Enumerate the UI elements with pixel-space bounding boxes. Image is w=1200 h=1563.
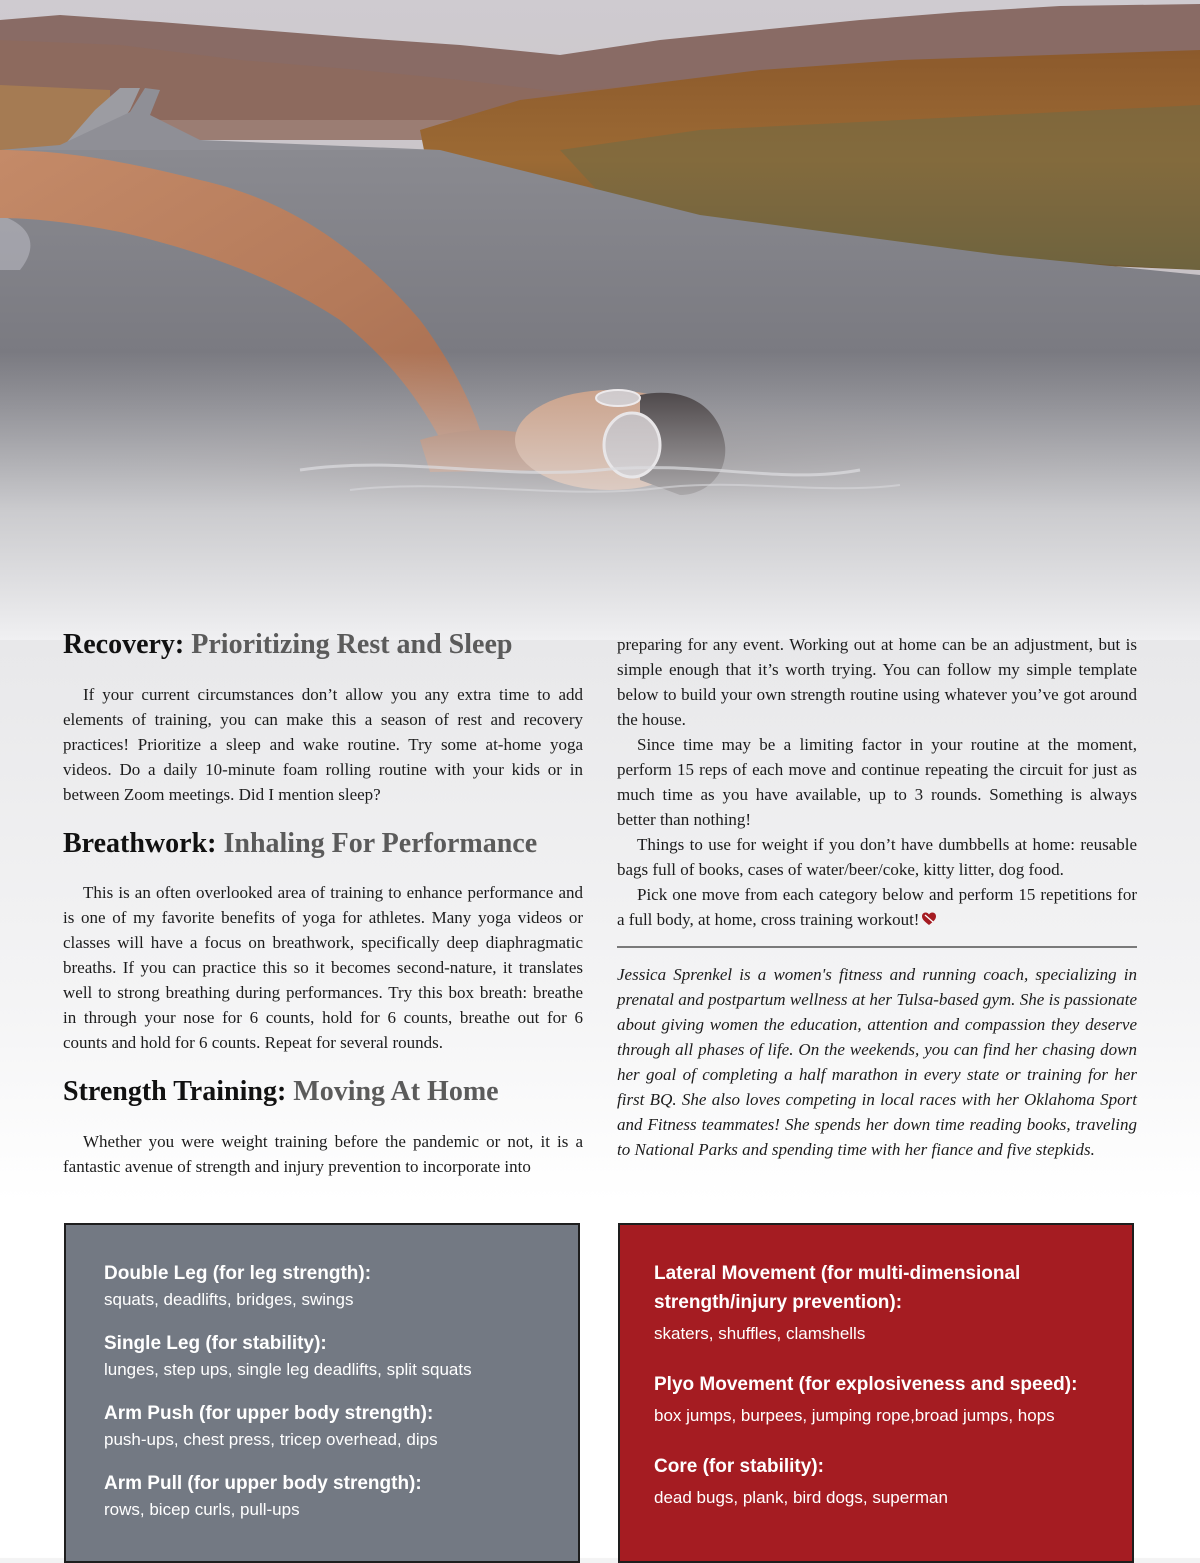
breathwork-heading-main: Breathwork: bbox=[63, 827, 217, 859]
recovery-heading bbox=[63, 628, 583, 662]
move-items: lunges, step ups, single leg deadlifts, split squats bbox=[104, 1360, 472, 1379]
move-items: push-ups, chest press, tricep overhead, dips bbox=[104, 1430, 438, 1449]
move-title: Single Leg (for stability): bbox=[104, 1333, 327, 1354]
move-items: squats, deadlifts, bridges, swings bbox=[104, 1290, 354, 1309]
move-items: rows, bicep curls, pull-ups bbox=[104, 1500, 300, 1519]
move-title: Core (for stability): bbox=[654, 1456, 824, 1477]
breathwork-heading-sub: Inhaling For Performance bbox=[223, 827, 538, 859]
strength-heading-main: Strength Training: bbox=[63, 1076, 287, 1108]
recovery-heading-main: Recovery: bbox=[63, 629, 185, 660]
move-category bbox=[654, 1370, 1098, 1428]
hero-photo bbox=[0, 0, 1200, 640]
strength-body: Whether you were weight training before the pandemic or not, it is a fantastic avenue of strength and injury prevention to incorporate into bbox=[63, 1131, 583, 1176]
swimmer-on-road-illustration bbox=[0, 0, 1200, 640]
right-paragraph-4-text: Pick one move from each category below and perform 15 repetitions for a full body, at home, cross training workout! bbox=[617, 885, 1137, 929]
move-title: Arm Pull (for upper body strength): bbox=[104, 1473, 422, 1494]
right-paragraph-3: Things to use for weight if you don’t have dumbbells at home: reusable bags full of books, cases of water/beer/coke, kitty litter, dog food. bbox=[617, 835, 1137, 879]
move-title: Double Leg (for leg strength): bbox=[104, 1263, 372, 1284]
right-column bbox=[617, 632, 1137, 1162]
breathwork-section bbox=[63, 827, 583, 1056]
move-category bbox=[104, 1259, 540, 1312]
strength-section bbox=[63, 1075, 583, 1179]
move-category bbox=[104, 1329, 540, 1382]
strength-heading-sub: Moving At Home bbox=[293, 1076, 499, 1108]
move-category bbox=[104, 1399, 540, 1452]
move-items: skaters, shuffles, clamshells bbox=[654, 1324, 866, 1343]
strength-heading bbox=[63, 1075, 583, 1109]
move-title: Plyo Movement (for explosiveness and speed): bbox=[654, 1374, 1078, 1395]
breathwork-heading bbox=[63, 827, 583, 861]
left-column bbox=[63, 628, 583, 1195]
move-items: box jumps, burpees, jumping rope,broad jumps, hops bbox=[654, 1406, 1055, 1425]
heart-icon bbox=[921, 911, 937, 927]
move-category bbox=[104, 1469, 540, 1522]
recovery-section bbox=[63, 628, 583, 807]
author-bio: Jessica Sprenkel is a women's fitness and running coach, specializing in prenatal and postpartum wellness at her Tulsa-based gym. She is passionate about giving women the education, attention and compassion they deserve through all phases of life. On the weekends, you can find her chasing down her goal of completing a half marathon in every state or training for her first BQ. She also loves competing in local races with her Oklahoma Sport and Fitness teammates! She spends her down time reading books, traveling to National Parks and spending time with her fiance and five stepkids. bbox=[617, 965, 1137, 1159]
move-items: dead bugs, plank, bird dogs, superman bbox=[654, 1488, 948, 1507]
recovery-heading-sub: Prioritizing Rest and Sleep bbox=[191, 629, 513, 660]
divider-rule bbox=[617, 946, 1137, 948]
move-title: Lateral Movement (for multi-dimensional strength/injury prevention): bbox=[654, 1263, 1021, 1313]
upper-lower-moves-box bbox=[64, 1223, 580, 1563]
breathwork-body: This is an often overlooked area of training to enhance performance and is one of my favorite benefits of yoga for athletes. Many yoga videos or classes will have a focus on breathwork, specifically deep diaphragmatic breaths. If you can practice this so it becomes second-nature, it translates well to strong breathing during performances. Try this box breath: breathe in through your nose for 6 counts, hold for 6 counts, breathe out for 6 counts and hold for 6 counts. Repeat for several rounds. bbox=[63, 883, 583, 1053]
dynamic-moves-box bbox=[618, 1223, 1134, 1563]
move-category bbox=[654, 1259, 1098, 1346]
move-category bbox=[654, 1452, 1098, 1510]
recovery-body: If your current circumstances don’t allow you any extra time to add elements of training, you can make this a season of rest and recovery practices! Prioritize a sleep and wake routine. Try some at-home yoga videos. Do a daily 10-minute foam rolling routine with your kids or in between Zoom meetings. Did I mention sleep? bbox=[63, 684, 583, 804]
right-paragraph-2: Since time may be a limiting factor in your routine at the moment, perform 15 reps of each move and continue repeating the circuit for just as much time as you have available, up to 3 rounds. Something is always better than nothing! bbox=[617, 735, 1137, 829]
move-title: Arm Push (for upper body strength): bbox=[104, 1403, 434, 1424]
right-paragraph-4 bbox=[617, 882, 1137, 932]
right-paragraph-1: preparing for any event. Working out at home can be an adjustment, but is simple enough that it’s worth trying. You can follow my simple template below to build your own strength routine using whatever you’ve got around the house. bbox=[617, 635, 1137, 729]
